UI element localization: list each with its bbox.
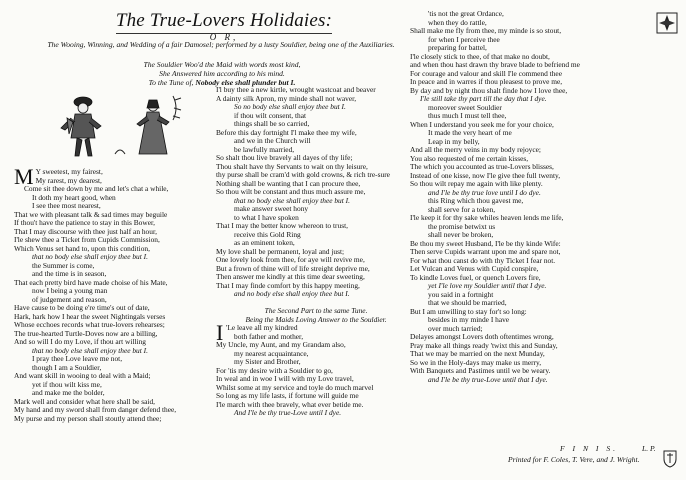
tune-prefix: To the Tune of, bbox=[148, 78, 196, 87]
verse-line: my Sister and Brother, bbox=[234, 357, 301, 366]
verse-line: When I understand you seek me for your choice, bbox=[410, 119, 554, 129]
verse-line: to what I have spoken bbox=[234, 212, 299, 222]
verse-line: I'l buy thee a new kirtle, wrought wastcoat and beaver bbox=[216, 85, 376, 94]
verse-line: I'le closely stick to thee, of that make no doubt, bbox=[410, 51, 550, 61]
verse-line: Then answer me kindly at this time dear sweeting, bbox=[216, 272, 365, 281]
verse-line: things shall be so carried, bbox=[234, 119, 310, 128]
verse-line: and we in the Church will bbox=[234, 136, 311, 145]
verse-line: And I'le be thy true-Love until I dye. bbox=[234, 408, 342, 417]
verse-line: thy purse shall be cram'd with gold crowns, & rich tre-sure bbox=[216, 170, 390, 179]
verse-line: Instead of one kisse, now I'le give thee full twenty, bbox=[410, 170, 561, 180]
verse-line: shall serve for a token, bbox=[428, 204, 496, 214]
verse-line: if thou wilt consent, that bbox=[234, 110, 307, 120]
verse-line: that no body else shall enjoy thee but I. bbox=[234, 195, 350, 205]
verse-line: the Summer is come, bbox=[32, 260, 95, 270]
second-part-heading: The Second Part to the same Tune. bbox=[264, 306, 368, 315]
verse-line: Whose ecchoes records what true-lovers rehearses; bbox=[14, 320, 165, 329]
verse-line: as an eminent token, bbox=[234, 238, 295, 247]
drop-cap-i: I bbox=[216, 320, 224, 345]
verse-line: Nothing shall be wanting that I can procure thee, bbox=[216, 178, 361, 188]
verse-line: You also requested of me certain kisses, bbox=[410, 153, 529, 163]
verse-line: Mark well and consider what here shall be said, bbox=[14, 396, 155, 406]
verse-line: So long as my life lasts, if fortune will guide me bbox=[216, 391, 359, 400]
verse-line: besides in my minde I have bbox=[428, 315, 510, 324]
verse-line: That we may be married on the next Munday, bbox=[410, 349, 545, 358]
crest-icon bbox=[662, 448, 678, 468]
verse-line: the promise betwixt us bbox=[428, 221, 496, 231]
verse-line: To kindle Loves fuel, or quench Lovers fire, bbox=[410, 272, 541, 282]
verse-line: And all the merry veins in my body rejoyce; bbox=[410, 145, 541, 154]
verse-line: One lovely look from thee, for aye will revive me, bbox=[216, 255, 365, 264]
verse-line: If thou't have the patience to stay in this Bower, bbox=[14, 218, 156, 227]
second-part-heading: Being the Maids Loving Answer to the Souldier. bbox=[245, 314, 387, 324]
verse-line: That I may discourse with thee just half an hour, bbox=[14, 226, 157, 236]
verse-line: My rarest, my dearest, bbox=[35, 175, 102, 185]
verse-line: when they do rattle, bbox=[428, 17, 487, 27]
imprint: Printed for F. Coles, T. Vere, and J. Wright. bbox=[508, 455, 640, 464]
verse-line: So shalt thou live bravely all dayes of thy life; bbox=[216, 153, 353, 162]
or-line: O R, bbox=[209, 32, 239, 42]
verse-line: Come sit thee down by me and let's chat a while, bbox=[24, 184, 169, 193]
woodcut-man-figure bbox=[61, 97, 101, 156]
verse-line: By day and by night thou shalt finde how I love thee, bbox=[410, 85, 568, 95]
verse-line: That I may the better know whereon to trust, bbox=[216, 221, 348, 230]
verse-line: over much tarried; bbox=[428, 323, 483, 333]
verse-line: make answer sweet hony bbox=[234, 204, 309, 213]
verse-line: But a frown of thine will of life streight deprive me, bbox=[216, 263, 370, 273]
verse-line: Have cause to be doing e're time's out of date, bbox=[14, 303, 150, 312]
intro-line-1: The Souldier Woo'd the Maid with words most kind, bbox=[143, 60, 301, 69]
verse-line: that we should be married, bbox=[428, 298, 507, 307]
verse-column-3 bbox=[410, 10, 682, 384]
initials: L. P. bbox=[642, 444, 656, 453]
verse-line: And want skill in wooing to deal with a Maid; bbox=[14, 371, 151, 380]
verse-line: Leap in my belly, bbox=[428, 136, 480, 146]
verse-line: I pray thee Love leave me not, bbox=[32, 354, 123, 363]
verse-line: For courage and valour and skill I'le commend thee bbox=[410, 68, 562, 78]
verse-line: It doth my heart good, when bbox=[32, 192, 116, 202]
verse-column-2 bbox=[216, 86, 416, 418]
verse-line: both father and mother, bbox=[234, 331, 304, 341]
woodcut-lovers-image bbox=[55, 88, 185, 160]
drop-cap-m: M bbox=[14, 164, 34, 189]
verse-line: Then serve Cupids warrant upon me and spare not, bbox=[410, 247, 561, 256]
verse-line: With Banquets and Pastimes until we be weary. bbox=[410, 366, 551, 375]
verse-line: I see thee most nearest, bbox=[32, 201, 101, 210]
verse-line: Which Venus set hand to, upon this condition, bbox=[14, 243, 150, 253]
verse-line: But I am unwilling to stay for't so long: bbox=[410, 306, 527, 316]
verse-line: Let Vulcan and Venus with Cupid conspire, bbox=[410, 264, 539, 273]
verse-line: Whilst some at my service and toyle do much marvel bbox=[216, 382, 374, 392]
verse-line: My Uncle, my Aunt, and my Grandam also, bbox=[216, 340, 346, 349]
verse-line: The which you accounted as true-Lovers blisses, bbox=[410, 162, 554, 171]
subtitle: The Wooing, Winning, and Wedding of a fair Damosel; performed by a lusty Souldier, being one of the Auxiliaries. bbox=[47, 40, 395, 49]
verse-line: 'tis not the great Ordance, bbox=[428, 9, 504, 18]
verse-line: In weal and in woe I will with my Love travel, bbox=[216, 374, 354, 383]
verse-line: A dainty silk Apron, my minde shall not waver, bbox=[216, 93, 357, 103]
verse-line: moreover sweet Souldier bbox=[428, 102, 502, 112]
verse-line: So thou wilt be constant and thus much assure me, bbox=[216, 187, 366, 196]
verse-line: I'le march with thee bravely, what ever betide me. bbox=[216, 399, 364, 409]
verse-line: thus much I must tell thee, bbox=[428, 111, 507, 120]
verse-line: shall never be broken, bbox=[428, 230, 494, 239]
verse-line: and I'le be thy true love until I do dye. bbox=[428, 187, 541, 197]
verse-line: this Ring which thou gavest me, bbox=[428, 196, 524, 205]
verse-line: In peace and in warres if thou pleasest to prove me, bbox=[410, 77, 563, 86]
verse-line: be lawfully married, bbox=[234, 144, 295, 154]
verse-line: though I am a Souldier, bbox=[32, 362, 102, 372]
verse-line: and no body else shall enjoy thee but I. bbox=[234, 289, 350, 298]
verse-line: So thou wilt repay me again with like plenty. bbox=[410, 179, 543, 188]
verse-line: yet I'le love my Souldier until that I dye. bbox=[428, 281, 547, 290]
verse-line: The true-hearted Turtle-Doves now are a billing, bbox=[14, 328, 158, 338]
verse-line: That each pretty bird have made choise of his Mate, bbox=[14, 277, 168, 287]
verse-line: Be thou my sweet Husband, I'le be thy kinde Wife: bbox=[410, 238, 561, 248]
verse-line: and when thou hast drawn thy brave blade to befriend me bbox=[410, 60, 580, 69]
verse-line: and make me the bolder, bbox=[32, 388, 105, 397]
woodcut-woman-figure bbox=[137, 100, 169, 154]
verse-line: Shall make me fly from thee, my minde is so stout, bbox=[410, 26, 562, 35]
verse-line: 'Le leave all my kindred bbox=[226, 323, 298, 332]
verse-line: And so will I do my Love, if thou art willing bbox=[14, 337, 146, 346]
verse-line: Before this day fortnight I'l make thee my wife, bbox=[216, 127, 357, 137]
page-title: The True-Lovers Holidaies: bbox=[50, 10, 398, 32]
verse-line: My love shall be permanent, loyal and just; bbox=[216, 246, 345, 256]
verse-line: of judgement and reason, bbox=[32, 294, 107, 304]
verse-line: I'le keep it for thy sake whiles heaven lends me life, bbox=[410, 213, 564, 222]
verse-line: So no body else shall enjoy thee but I. bbox=[234, 102, 346, 111]
verse-line: preparing for battel, bbox=[428, 43, 487, 52]
verse-line: yet if thou wilt kiss me, bbox=[32, 379, 102, 389]
verse-line: that no body else shall enjoy thee but I. bbox=[32, 252, 148, 261]
verse-line: and I'le be thy true-Love until that I dye. bbox=[428, 374, 548, 384]
verse-line: now I being a young man bbox=[32, 286, 108, 295]
verse-line: and the time is in season, bbox=[32, 269, 107, 278]
verse-column-1 bbox=[14, 164, 224, 423]
verse-line: It made the very heart of me bbox=[428, 128, 512, 137]
verse-line: Thou shalt have thy Servants to wait on thy leisure, bbox=[216, 161, 368, 171]
verse-line: Y sweetest, my fairest, bbox=[35, 167, 103, 176]
intro-verse bbox=[72, 60, 372, 87]
verse-line: for when I perceive thee bbox=[428, 34, 500, 44]
verse-line: So we in the Holy-days may make us merry, bbox=[410, 357, 542, 367]
verse-line: I'le still take thy part till the day that I dye. bbox=[420, 94, 547, 103]
verse-line: my nearest acquaintance, bbox=[234, 348, 309, 358]
verse-line: That I may finde comfort by this happy meeting, bbox=[216, 280, 360, 290]
verse-line: receive this Gold Ring bbox=[234, 229, 301, 239]
intro-line-2: She Answered him according to his mind. bbox=[159, 69, 285, 78]
verse-line: you said in a fortnight bbox=[428, 289, 494, 299]
verse-line: Hark, hark how I hear the sweet Nightingals verses bbox=[14, 311, 166, 321]
finis-line: F I N I S. bbox=[560, 444, 619, 453]
verse-line: Delayes amongst Lovers doth oftentimes wrong, bbox=[410, 332, 554, 341]
verse-line: My purse and my person shall stoutly attend thee; bbox=[14, 413, 162, 423]
verse-line: My hand and my sword shall from danger defend thee, bbox=[14, 405, 177, 414]
verse-line: That we with pleasant talk & sad times may beguile bbox=[14, 209, 168, 219]
verse-line: that no body else shall enjoy thee but I. bbox=[32, 345, 148, 355]
verse-line: For what thou canst do with thy Ticket I fear not. bbox=[410, 255, 556, 265]
verse-line: I'le shew thee a Ticket from Cupids Commission, bbox=[14, 235, 160, 244]
verse-line: Pray make all things ready 'twixt this and Sunday, bbox=[410, 340, 558, 350]
tune-name: Nobody else shall plunder but I. bbox=[195, 78, 296, 87]
verse-line: For 'tis my desire with a Souldier to go, bbox=[216, 365, 333, 375]
